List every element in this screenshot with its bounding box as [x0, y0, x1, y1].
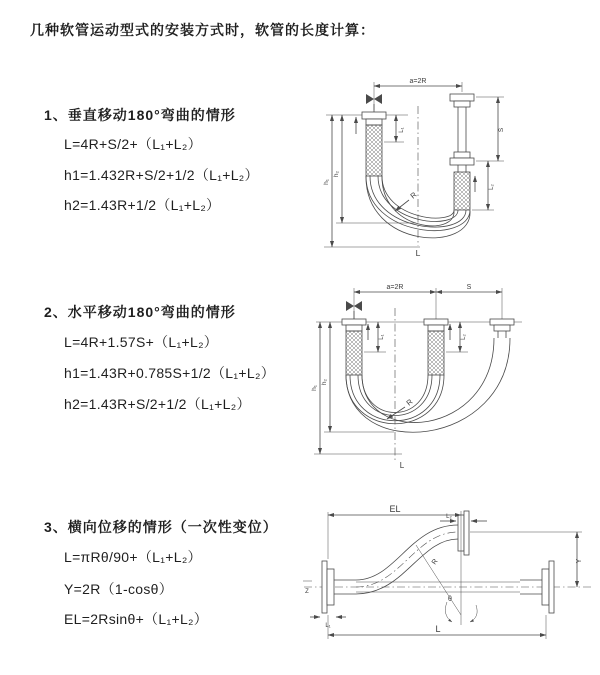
- section-3-formula-EL: EL=2Rsinθ+（L₁+L₂）: [64, 611, 209, 627]
- d3-radius-line: [416, 545, 461, 615]
- d3-dim-l1-label: L₁: [325, 623, 331, 629]
- page-title: 几种软管运动型式的安装方式时，软管的长度计算：: [30, 22, 375, 38]
- section-1-formula-L: L=4R+S/2+（L₁+L₂）: [64, 136, 202, 152]
- d3-angle-label: θ: [448, 596, 452, 603]
- d1-dim-a2r-label: a=2R: [409, 78, 427, 85]
- d1-dim-l2-label: L₂: [489, 184, 495, 190]
- diagram-lateral-displacement: [298, 503, 598, 648]
- d1-right-fitting: [450, 94, 474, 210]
- section-1-heading: 1、垂直移动180°弯曲的情形: [44, 107, 236, 123]
- d2-dim-s-label: S: [466, 284, 472, 291]
- d2-dim-l2-label: L₂: [461, 334, 467, 340]
- d1-dim-h1-label: h₁: [323, 179, 330, 185]
- section-1-formula-h1: h1=1.432R+S/2+1/2（L₁+L₂）: [64, 167, 259, 183]
- d2-middle-fitting: [424, 319, 448, 375]
- d3-dim-l2-label: L₂: [446, 514, 452, 520]
- d1-dim-s-label: S: [498, 127, 505, 133]
- d1-linework: [324, 82, 504, 247]
- d2-dim-l1-label: L₁: [379, 334, 385, 340]
- d2-dim-a2r-label: a=2R: [386, 284, 404, 291]
- section-2-heading: 2、水平移动180°弯曲的情形: [44, 304, 236, 320]
- d3-upper-flange: [458, 511, 469, 555]
- d3-dim-l-label: L: [435, 624, 441, 634]
- d3-linework: [303, 511, 592, 639]
- d2-length-label: L: [399, 461, 405, 470]
- d2-dim-h1-label: h₁: [311, 385, 318, 391]
- diagram-vertical-180-bend: [312, 70, 582, 258]
- d1-left-fitting: [362, 112, 386, 176]
- section-1-formula-h2: h2=1.43R+1/2（L₁+L₂）: [64, 197, 221, 213]
- d3-dim-el-label: EL: [389, 504, 401, 514]
- section-3-formula-L: L=πRθ/90+（L₁+L₂）: [64, 549, 202, 565]
- d2-linework: [314, 288, 522, 462]
- d2-right-fitting: [490, 319, 514, 338]
- d1-dim-l1-label: L₁: [399, 127, 405, 133]
- diagram-horizontal-180-bend: [306, 280, 581, 472]
- d2-radius-pointer: [387, 407, 405, 419]
- section-3-formula-Y: Y=2R（1-cosθ）: [64, 581, 174, 597]
- d3-radius-label: R: [430, 557, 440, 567]
- d2-radius-label: R: [404, 397, 415, 408]
- section-2-formula-L: L=4R+1.57S+（L₁+L₂）: [64, 334, 219, 350]
- d2-left-fitting: [342, 319, 366, 375]
- section-2-formula-h2: h2=1.43R+S/2+1/2（L₁+L₂）: [64, 396, 251, 412]
- d3-hose-displaced: [356, 525, 458, 594]
- d1-radius-label: R: [408, 190, 419, 201]
- d3-dim-y-label: Y: [576, 558, 583, 564]
- d1-dim-h2-label: h₂: [333, 170, 340, 178]
- d2-dim-h2-label: h₂: [321, 378, 328, 386]
- section-2-formula-h1: h1=1.43R+0.785S+1/2（L₁+L₂）: [64, 365, 275, 381]
- section-3-heading: 3、横向位移的情形（一次性变位）: [44, 519, 278, 535]
- d3-center-mark-label: Z: [305, 589, 309, 595]
- d1-length-label: L: [415, 248, 421, 258]
